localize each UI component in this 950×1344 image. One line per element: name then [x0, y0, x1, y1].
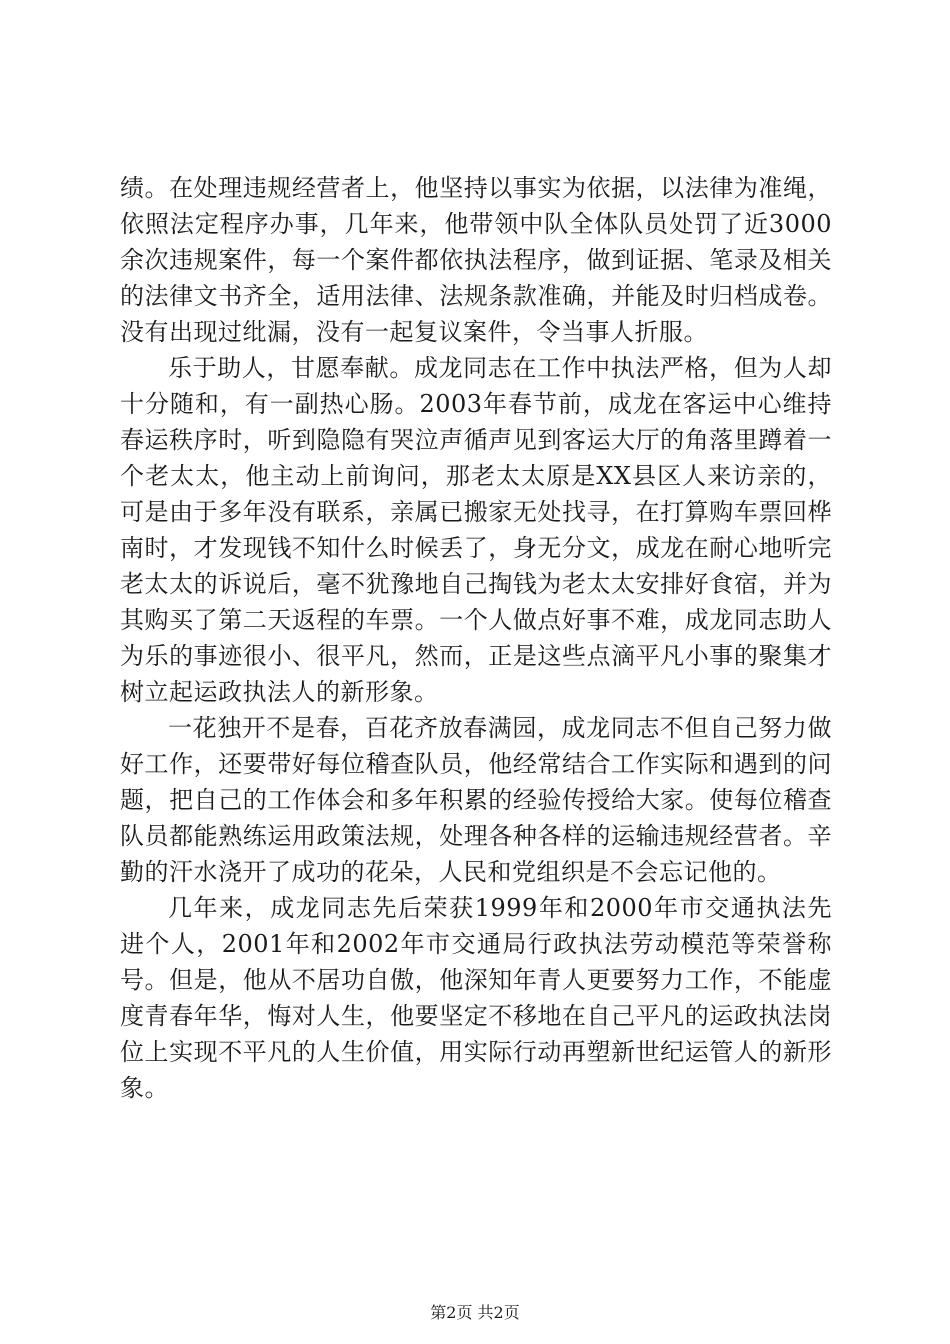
page-number-footer: 第2页 共2页 [430, 1303, 520, 1322]
paragraph-honors: 几年来，成龙同志先后荣获1999年和2000年市交通执法先进个人，2001年和2002年市交通局行政执法劳动模范等荣誉称号。但是，他从不居功自傲，他深知年青人更要努力工作，不能虚度青春年华，悔对人生，他要坚定不移地在自己平凡的运政执法岗位上实现不平凡的人生价值，用实际行动再塑新世纪运管人的新形象。 [120, 894, 832, 1102]
paragraph-helping-others: 乐于助人，甘愿奉献。成龙同志在工作中执法严格，但为人却十分随和，有一副热心肠。2003年春节前，成龙在客运中心维持春运秩序时，听到隐隐有哭泣声循声见到客运大厅的角落里蹲着一个老太太，他主动上前询问，那老太太原是XX县区人来访亲的，可是由于多年没有联系，亲属已搬家无处找寻，在打算购车票回桦南时，才发现钱不知什么时候丢了，身无分文，成龙在耐心地听完老太太的诉说后，毫不犹豫地自己掏钱为老太太安排好食宿，并为其购买了第二天返程的车票。一个人做点好事不难，成龙同志助人为乐的事迹很小、很平凡，然而，正是这些点滴平凡小事的聚集才树立起运政执法人的新形象。 [120, 354, 832, 706]
paragraph-team-leadership: 一花独开不是春，百花齐放春满园，成龙同志不但自己努力做好工作，还要带好每位稽查队员，他经常结合工作实际和遇到的问题，把自己的工作体会和多年积累的经验传授给大家。使每位稽查队员都能熟练运用政策法规，处理各种各样的运输违规经营者。辛勤的汗水浇开了成功的花朵，人民和党组织是不会忘记他的。 [120, 714, 832, 886]
document-body [120, 170, 832, 1106]
paragraph-continuation: 绩。在处理违规经营者上，他坚持以事实为依据，以法律为准绳，依照法定程序办事，几年来，他带领中队全体队员处罚了近3000余次违规案件，每一个案件都依执法程序，做到证据、笔录及相关的法律文书齐全，适用法律、法规条款准确，并能及时归档成卷。没有出现过纰漏，没有一起复议案件，令当事人折服。 [120, 174, 832, 346]
